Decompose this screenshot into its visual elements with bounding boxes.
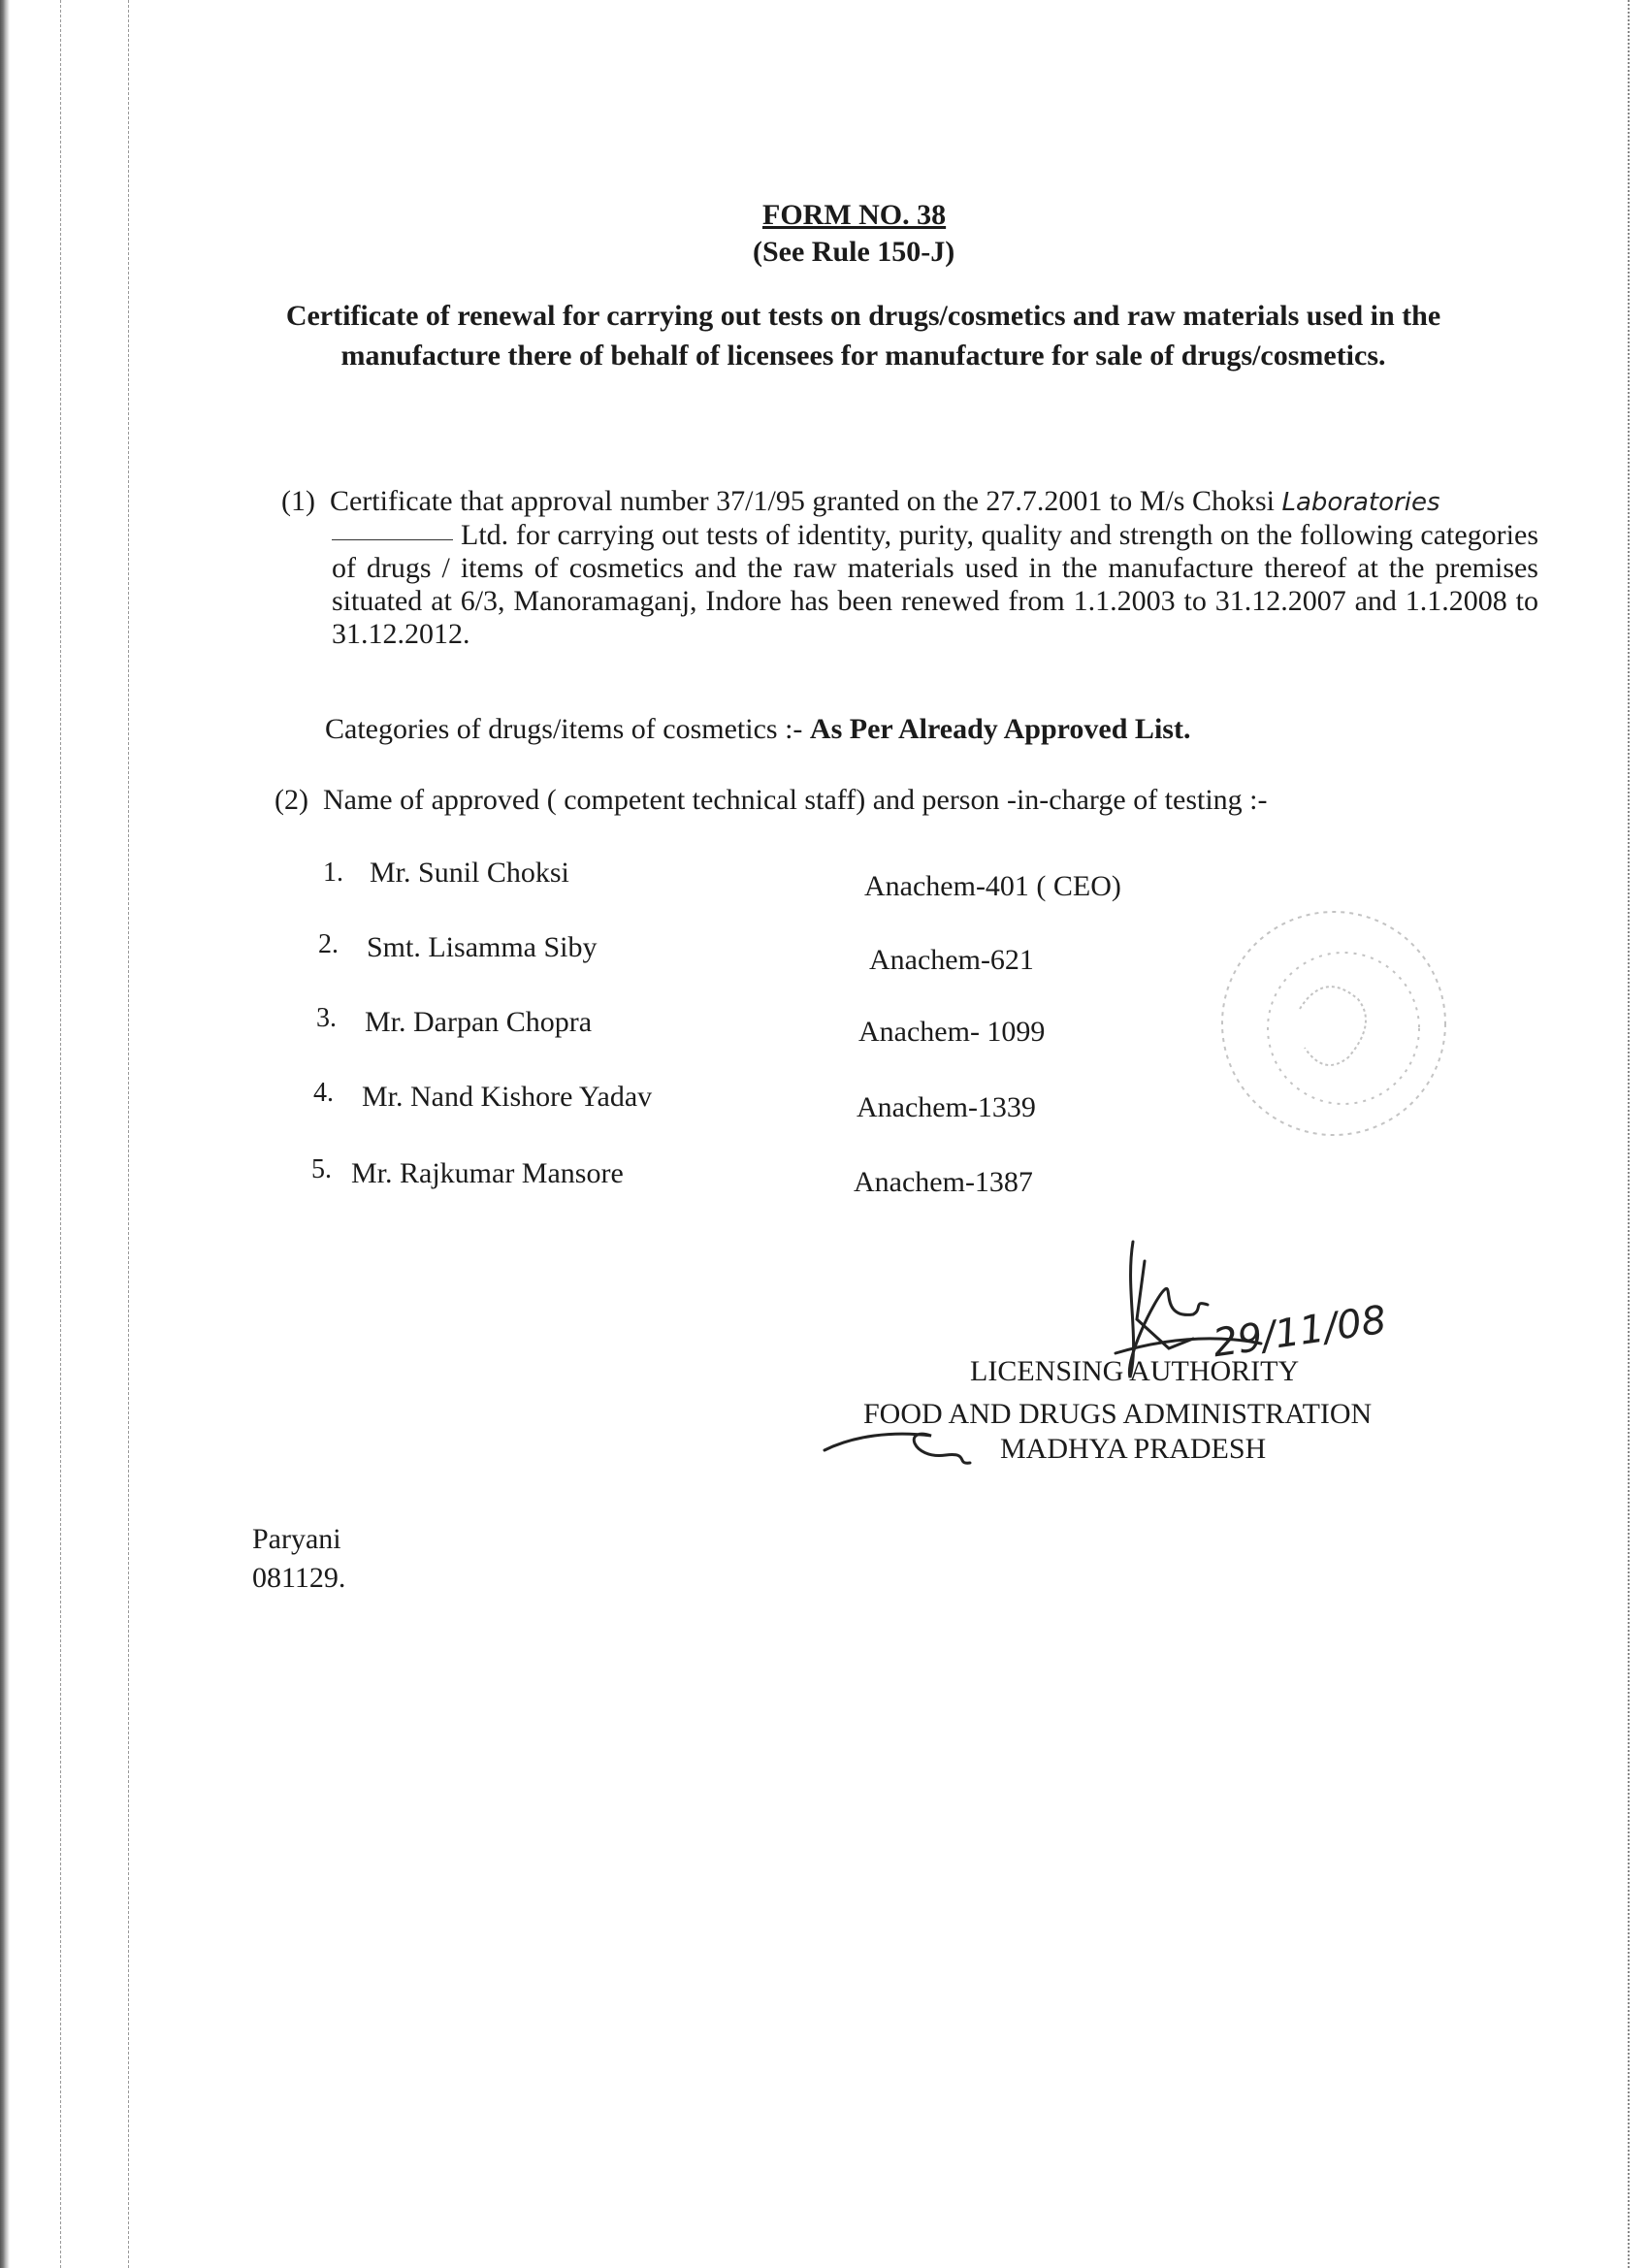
staff-name: Mr. Darpan Chopra — [365, 1006, 593, 1038]
staff-number: 5. — [311, 1154, 332, 1184]
paragraph-1-lead-text: Certificate that approval number 37/1/95 granted on the 27.7.2001 to M/s Choksi — [329, 485, 1275, 517]
staff-number: 3. — [316, 1003, 337, 1033]
staff-code: Anachem-1339 — [857, 1091, 1036, 1123]
categories-label: Categories of drugs/items of cosmetics :- — [325, 713, 803, 745]
form-number: FORM NO. 38 — [762, 199, 947, 231]
paragraph-2-marker: (2) — [275, 784, 308, 816]
staff-number: 1. — [323, 858, 343, 888]
signature-line-2: FOOD AND DRUGS ADMINISTRATION — [863, 1398, 1373, 1430]
handwritten-date: 29/11/08 — [1210, 1297, 1389, 1367]
paragraph-1-marker: (1) — [281, 485, 315, 517]
certificate-title: Certificate of renewal for carrying out tests on drugs/cosmetics and raw materials used in the manufacture there of behalf of licensees for manufacture for sale of drugs/cosmetics. — [285, 300, 1441, 372]
signature-line-1: LICENSING AUTHORITY — [970, 1355, 1300, 1387]
staff-name: Mr. Rajkumar Mansore — [351, 1157, 624, 1189]
staff-number: 4. — [313, 1078, 334, 1108]
form-rule: (See Rule 150-J) — [753, 236, 955, 268]
staff-code: Anachem-1387 — [854, 1166, 1033, 1198]
signature-line-3: MADHYA PRADESH — [1000, 1433, 1267, 1465]
footer-name: Paryani — [252, 1523, 341, 1555]
staff-number: 2. — [318, 929, 339, 959]
paragraph-2-text: Name of approved ( competent technical staff) and person -in-charge of testing :- — [322, 784, 1268, 816]
handwritten-insert: Laboratories — [1281, 488, 1440, 517]
staff-code: Anachem-621 — [869, 944, 1034, 976]
categories-value: As Per Already Approved List. — [809, 713, 1191, 745]
footer-reference: 081129. — [252, 1562, 346, 1594]
staff-name: Smt. Lisamma Siby — [367, 931, 598, 963]
staff-name: Mr. Nand Kishore Yadav — [362, 1081, 653, 1113]
staff-code: Anachem- 1099 — [858, 1016, 1046, 1048]
initials-stroke — [824, 1434, 970, 1463]
staff-code: Anachem-401 ( CEO) — [864, 870, 1121, 902]
staff-name: Mr. Sunil Choksi — [370, 857, 569, 889]
signature-stroke — [1137, 1261, 1193, 1348]
paragraph-1-body-text: Ltd. for carrying out tests of identity, purity, quality and strength on the following categories of drugs / items of cosmetics and the raw materials used in the manufacture thereof at the premises situated at 6/3, Manoramaganj, Indore has been renewed from 1.1.2003 to 31.12.2007 and 1.1.2008 to 31.12.2012. — [332, 519, 1538, 650]
